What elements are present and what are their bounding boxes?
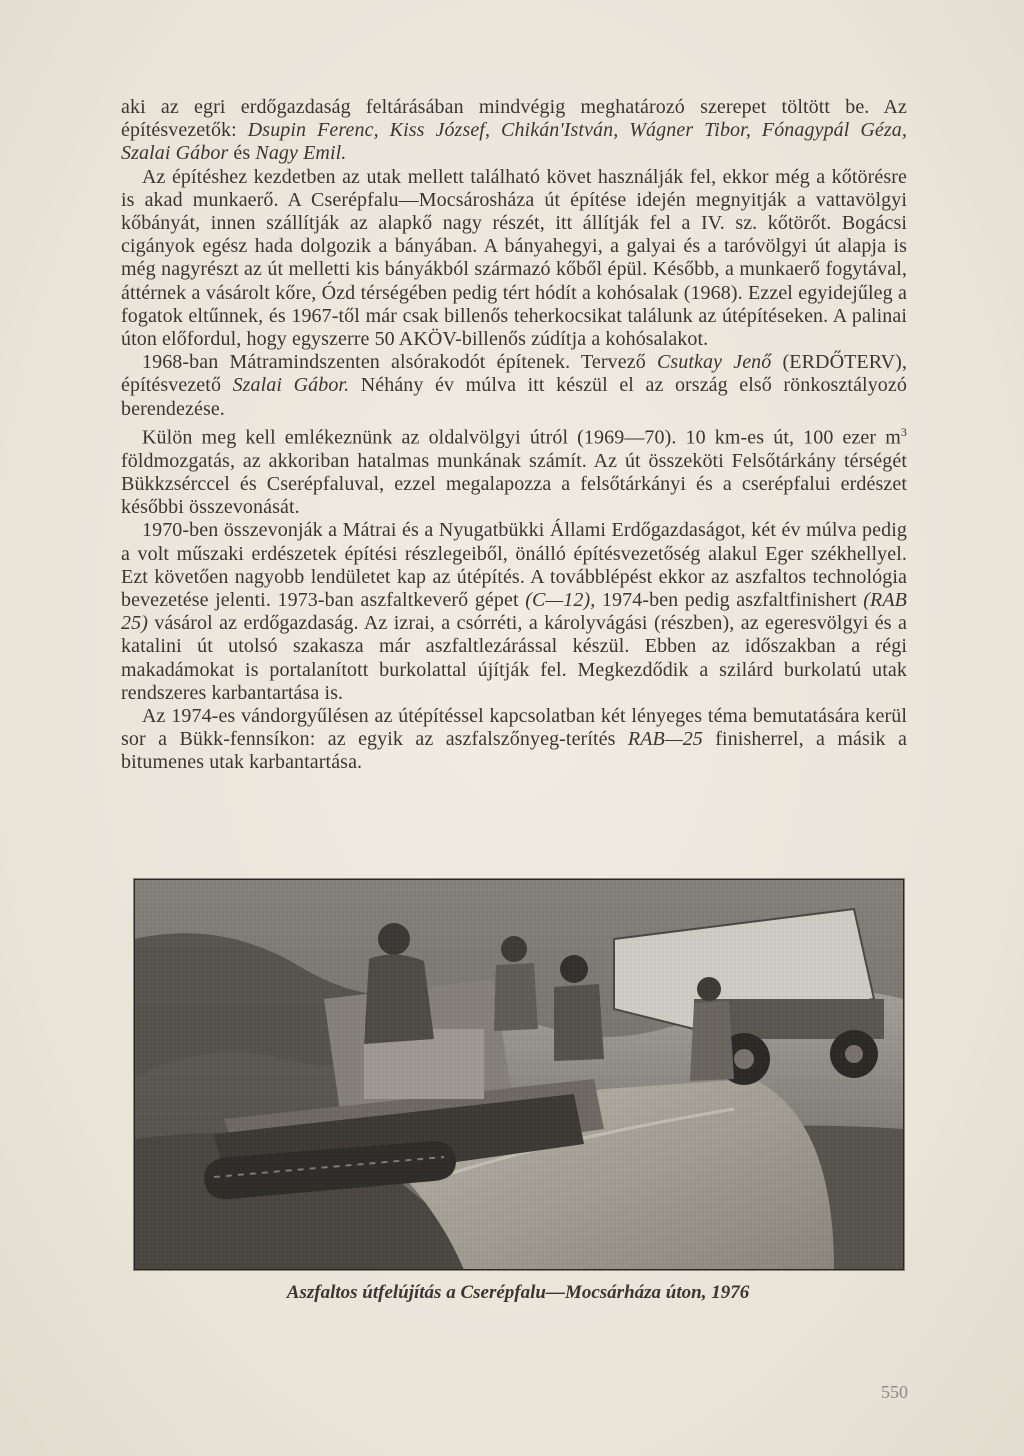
text-run: Az 1974-es vándorgyűlésen az útépítéssel kapcsolatban két lényeges téma bemutatására kerül sor a Bükk-fennsíkon: az egyik az aszfalszőnyeg-terítés [121,704,907,751]
page-number: 550 [881,1382,908,1402]
italic-run: (RAB 25) [121,588,907,635]
paragraph-5 [121,519,907,705]
figure-caption: Aszfaltos útfelújítás a Cserépfalu—Mocsárháza úton, 1976 [286,1282,750,1303]
text-run: 1968-ban Mátramindszenten alsórakodót építenek. Tervező [142,351,657,374]
text-run: Néhány év múlva itt készül el az ország első rönkosztályozó berendezése. [121,374,907,420]
text-run: Külön meg kell emlékeznünk az oldalvölgyi útról (1969—70). 10 km-es út, 100 ezer m [142,426,901,449]
road-paving-photo [133,878,905,1271]
text-run: (ERDŐTERV), építésvezető [121,351,907,397]
photo-illustration [134,879,904,1270]
text-run: 1970-ben összevonják a Mátrai és a Nyugatbükki Állami Erdőgazdaságot, két év múlva pedig a volt műszaki erdészetek építési részlegeiből, önálló építésvezetőség alakul Eger székhellyel. Ezt követően nagyobb lendületet kap az útépítés. A továbblépést ekkor az aszfaltos technológia bevezetése jelenti. 1973-ban aszfaltkeverő gépet [121,519,907,611]
italic-run: Szalai Gábor. [232,374,350,397]
paragraph-1 [121,96,907,166]
paragraph-2 [121,166,907,352]
body-text [121,96,907,775]
paragraph-6 [121,705,907,775]
text-run: 1974-ben pedig aszfaltfinishert [595,588,864,611]
text-run: földmozgatás, az akkoriban hatalmas munkának számít. Az út összeköti Felsőtárkány térségét Bükkzsérccel és Cserépfaluval, ezzel megalapozza a felsőtárkányi és a cserépfalui erdészet későbbi összevonását. [121,449,907,519]
superscript: 3 [900,424,907,439]
text-run: vásárol az erdőgazdaság. Az izrai, a csórréti, a károlyvágási (részben), az egeresvölgyi és a katalini út utolsó szakasza már aszfaltlezárással készül. Ebben az időszakban a régi makadámokat is portalanított burkolattal újítják fel. Megkezdődik a szilárd burkolatú utak rendszeres karbantartása is. [121,612,907,704]
italic-run: RAB—25 [627,728,703,751]
text-run: és [228,142,256,165]
italic-run: Dsupin Ferenc, Kiss József, Chikán'István, Wágner Tibor, Fónagypál Géza, Szalai Gábor [121,119,907,165]
paragraph-3 [121,351,907,421]
italic-run: Nagy Emil. [255,142,347,165]
paragraph-4 [121,421,907,519]
italic-run: Csutkay Jenő [656,351,772,374]
text-run: finisherrel, a másik a bitumenes utak karbantartása. [121,728,908,774]
italic-run: (C—12), [525,588,596,611]
text-run: Az építéshez kezdetben az utak mellett található követ használják fel, ekkor még a kőtörésre is akad munkaerő. A Cserépfalu—Mocsárosháza út építése idején megnyitják a vattavölgyi kőbányát, innen szállítják az alapkő nagy részét, itt állítják fel a IV. sz. kőtörőt. Bogácsi cigányok egész hada dolgozik a bányában. A bányahegyi, a galyai és a taróvölgyi út alapja is még nagyrészt az út melletti kis bányákból származó kőből épül. Később, a munkaerő fogytával, áttérnek a vásárolt kőre, Ózd térségében pedig tért hódít a kohósalak (1968). Ezzel egyidejűleg a fogatok eltűnnek, és 1967-től már csak billenős teherkocsikat találunk az útépítéseken. A palinai úton előfordul, hogy egyszerre 50 AKÖV-billenős zúdítja a kohósalakot. [121,165,907,351]
text-run: aki az egri erdőgazdaság feltárásában mindvégig meghatározó szerepet töltött be. Az építésvezetők: [121,96,907,142]
